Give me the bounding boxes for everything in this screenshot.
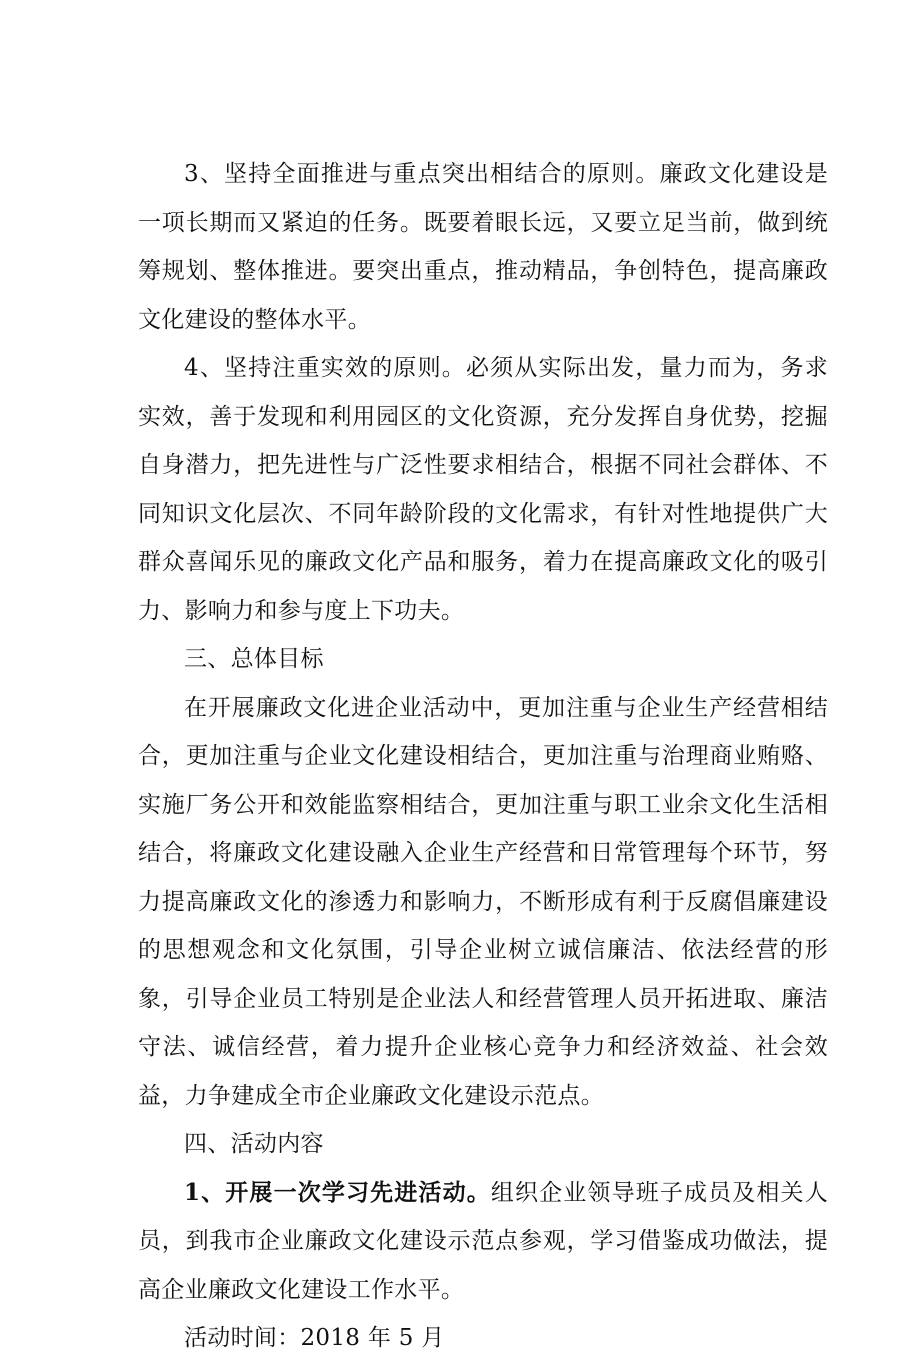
paragraph-overall-goal: 在开展廉政文化进企业活动中，更加注重与企业生产经营相结合，更加注重与企业文化建设相结合，更加注重与治理商业贿赂、实施厂务公开和效能监察相结合，更加注重与职工业余文化生活相结合，将廉政文化建设融入企业生产经营和日常管理每个环节，努力提高廉政文化的渗透力和影响力，不断形成有利于反腐倡廉建设的思想观念和文化氛围，引导企业树立诚信廉洁、依法经营的形象，引导企业员工特别是企业法人和经营管理人员开拓进取、廉洁守法、诚信经营，着力提升企业核心竞争力和经济效益、社会效益，力争建成全市企业廉政文化建设示范点。 bbox=[138, 694, 828, 1109]
paragraph-principle-3: 3、坚持全面推进与重点突出相结合的原则。廉政文化建设是一项长期而又紧迫的任务。既要着眼长远，又要立足当前，做到统筹规划、整体推进。要突出重点，推动精品，争创特色，提高廉政文化建设的整体水平。 bbox=[138, 161, 828, 333]
activity-1-description: 组织企业领导班子成员及相关人员，到我市企业廉政文化建设示范点参观，学习借鉴成功做法，提高企业廉政文化建设工作水平。 bbox=[138, 1179, 829, 1303]
paragraph-activity-1 bbox=[138, 1169, 828, 1315]
paragraph-principle-4: 4、坚持注重实效的原则。必须从实际出发，量力而为，务求实效，善于发现和利用园区的文化资源，充分发挥自身优势，挖掘自身潜力，把先进性与广泛性要求相结合，根据不同社会群体、不同知识文化层次、不同年龄阶段的文化需求，有针对性地提供广大群众喜闻乐见的廉政文化产品和服务，着力在提高廉政文化的吸引力、影响力和参与度上下功夫。 bbox=[138, 355, 828, 624]
section-heading-activity-content: 四、活动内容 bbox=[184, 1131, 324, 1157]
activity-1-title: 1、开展一次学习先进活动。 bbox=[184, 1178, 491, 1206]
section-heading-overall-goal: 三、总体目标 bbox=[184, 646, 324, 672]
document-body bbox=[138, 150, 828, 1363]
paragraph-activity-time: 活动时间：2018 年 5 月 bbox=[184, 1325, 445, 1351]
